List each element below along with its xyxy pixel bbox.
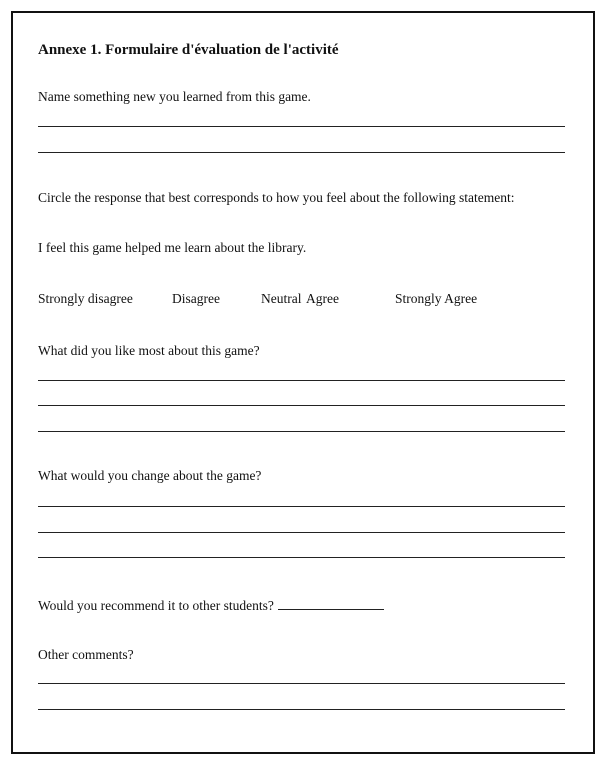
recommend-answer-blank[interactable] — [278, 596, 384, 610]
scale-option-strongly-agree[interactable]: Strongly Agree — [395, 291, 478, 306]
answer-line[interactable] — [38, 380, 565, 381]
page-frame — [11, 11, 595, 754]
question-liked: What did you like most about this game? — [38, 343, 260, 358]
question-recommend-label: Would you recommend it to other students? — [38, 598, 274, 613]
scale-option-neutral[interactable]: Neutral — [261, 291, 302, 306]
question-change: What would you change about the game? — [38, 468, 262, 483]
question-other: Other comments? — [38, 647, 134, 662]
scale-option-agree[interactable]: Agree — [306, 291, 339, 306]
statement-text: I feel this game helped me learn about the library. — [38, 240, 307, 255]
scale-option-disagree[interactable]: Disagree — [172, 291, 220, 306]
answer-line[interactable] — [38, 506, 565, 507]
question-recommend — [38, 596, 384, 614]
form-title: Annexe 1. Formulaire d'évaluation de l'activité — [38, 42, 339, 58]
question-learned: Name something new you learned from this game. — [38, 89, 311, 104]
answer-line[interactable] — [38, 683, 565, 684]
scale-option-strongly-disagree[interactable]: Strongly disagree — [38, 291, 133, 306]
answer-line[interactable] — [38, 709, 565, 710]
answer-line[interactable] — [38, 152, 565, 153]
answer-line[interactable] — [38, 557, 565, 558]
answer-line[interactable] — [38, 405, 565, 406]
answer-line[interactable] — [38, 532, 565, 533]
instruction-text: Circle the response that best corresponds to how you feel about the following statement: — [38, 190, 515, 205]
answer-line[interactable] — [38, 126, 565, 127]
answer-line[interactable] — [38, 431, 565, 432]
